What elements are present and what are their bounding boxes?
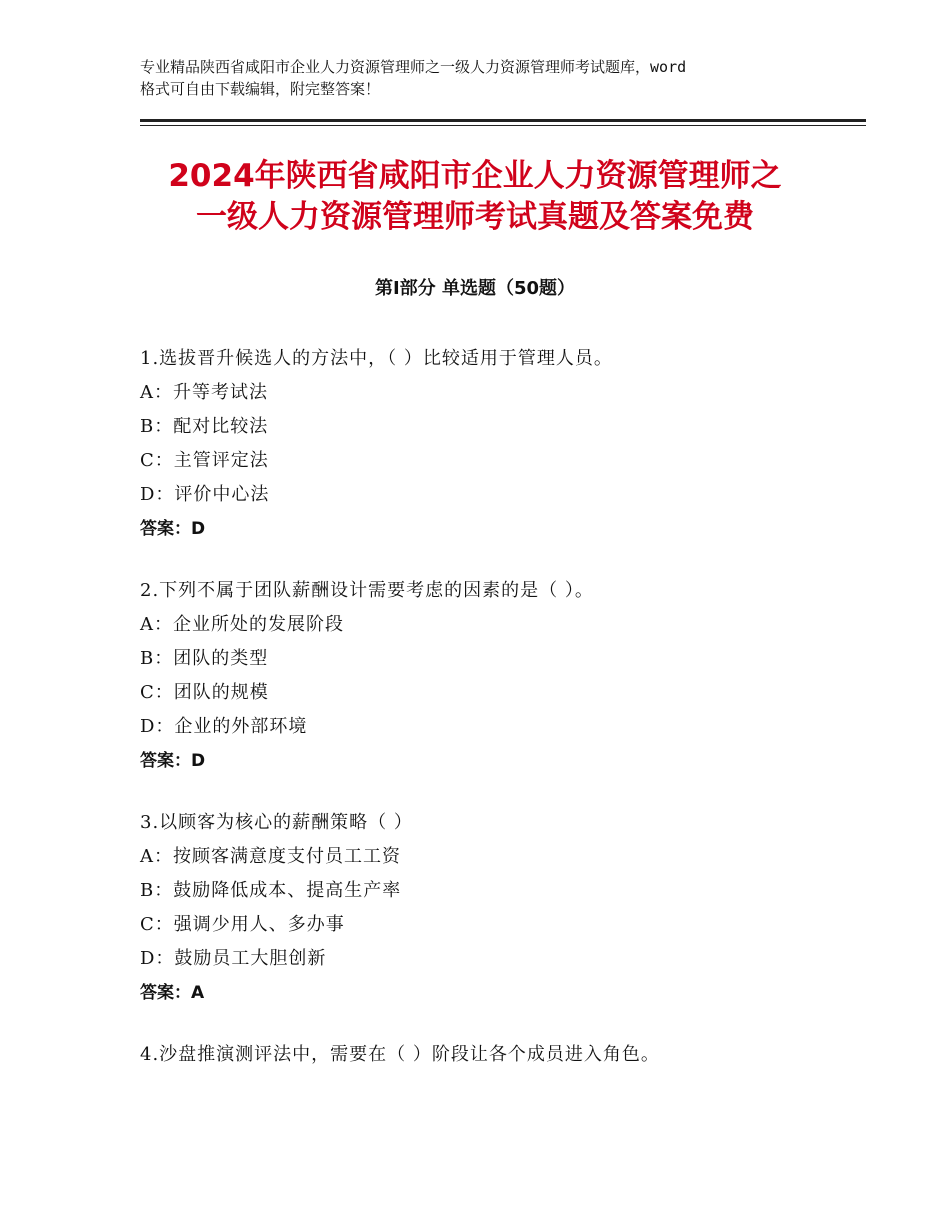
option-d: D：鼓励员工大胆创新 (140, 948, 327, 969)
option-a: A：升等考试法 (140, 382, 268, 403)
header-rule-thin (140, 125, 866, 126)
option-d: D：评价中心法 (140, 484, 270, 505)
option-d: D：企业的外部环境 (140, 716, 308, 737)
header-rule-thick (140, 119, 866, 122)
question-stem: 3.以顾客为核心的薪酬策略（ ） (140, 812, 413, 833)
document-title-line-1: 2024年陕西省咸阳市企业人力资源管理师之 (168, 158, 782, 194)
question-2 (140, 574, 840, 778)
option-c: C：团队的规模 (140, 682, 269, 703)
question-stem: 1.选拔晋升候选人的方法中，（ ）比较适用于管理人员。 (140, 348, 613, 369)
option-c: C：主管评定法 (140, 450, 269, 471)
option-b: B：配对比较法 (140, 416, 269, 437)
question-4 (140, 1038, 840, 1072)
question-list (140, 342, 840, 1100)
header-note-line-1: 专业精品陕西省咸阳市企业人力资源管理师之一级人力资源管理师考试题库，word (140, 58, 687, 76)
question-3 (140, 806, 840, 1010)
option-a: A：企业所处的发展阶段 (140, 614, 344, 635)
section-heading: 第Ⅰ部分 单选题（50题） (374, 278, 575, 299)
document-title (100, 156, 850, 238)
answer: 答案：D (140, 519, 206, 539)
header-note (140, 56, 820, 100)
question-stem: 2.下列不属于团队薪酬设计需要考虑的因素的是（ ）。 (140, 580, 594, 601)
question-1 (140, 342, 840, 546)
option-b: B：团队的类型 (140, 648, 269, 669)
option-a: A：按顾客满意度支付员工工资 (140, 846, 401, 867)
answer: 答案：D (140, 751, 206, 771)
document-title-line-2: 一级人力资源管理师考试真题及答案免费 (196, 199, 754, 235)
option-b: B：鼓励降低成本、提高生产率 (140, 880, 402, 901)
header-note-line-2: 格式可自由下载编辑，附完整答案！ (140, 80, 381, 98)
answer: 答案：A (140, 983, 205, 1003)
question-stem: 4.沙盘推演测评法中，需要在（ ）阶段让各个成员进入角色。 (140, 1044, 660, 1065)
option-c: C：强调少用人、多办事 (140, 914, 345, 935)
